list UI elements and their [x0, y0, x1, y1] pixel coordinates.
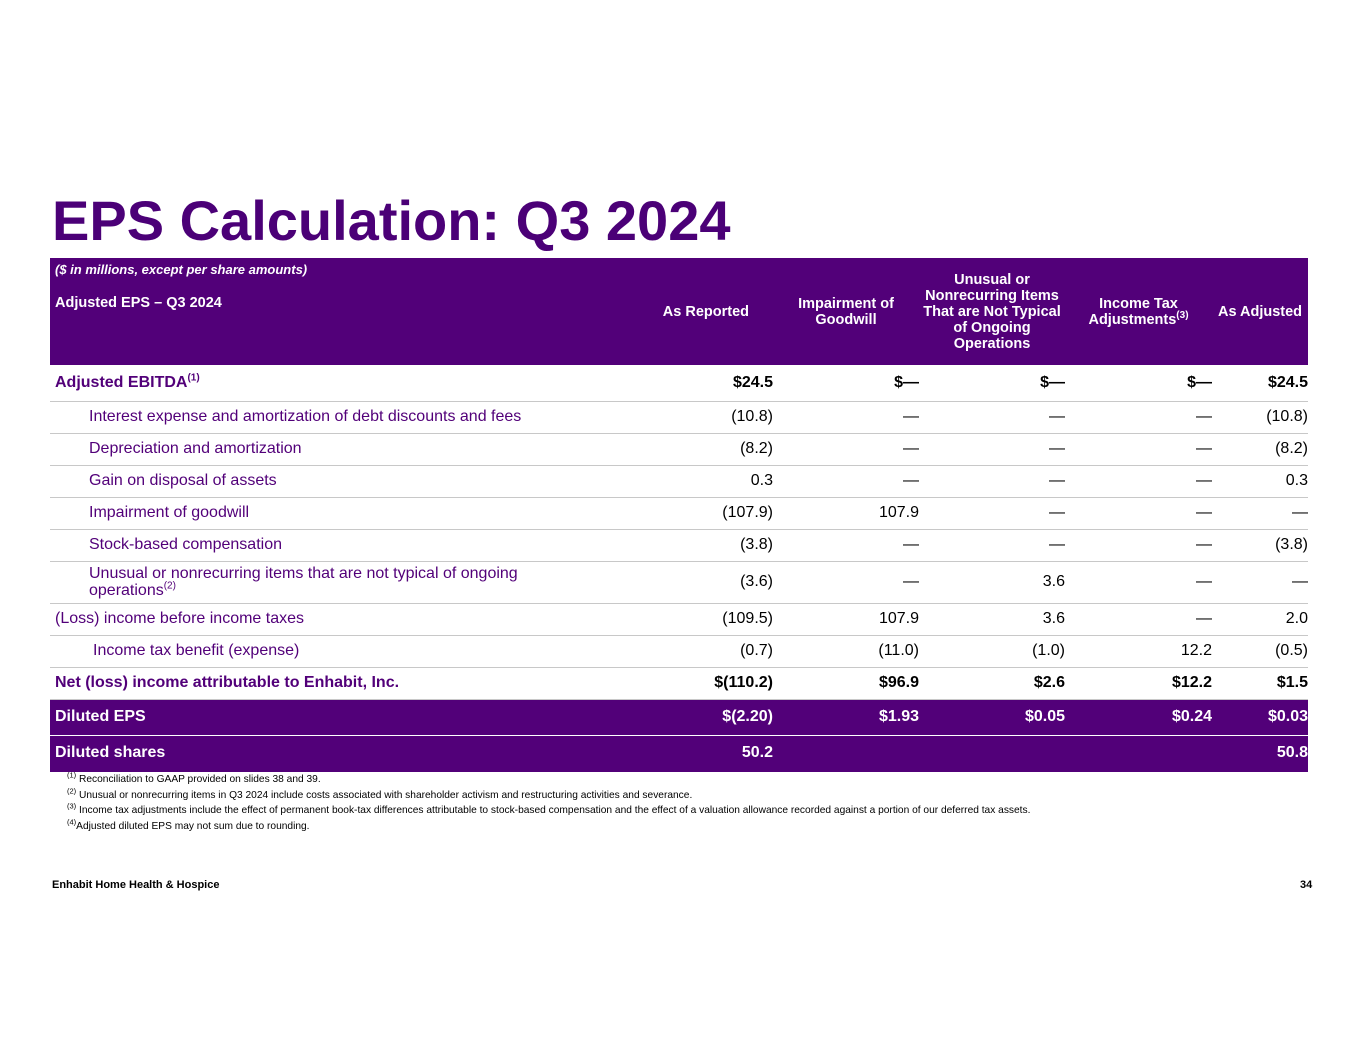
cell-unusual: 3.6 — [919, 561, 1065, 603]
col-header-as-adjusted: As Adjusted — [1212, 258, 1308, 365]
cell-impairment: — — [773, 401, 919, 433]
footnote — [67, 772, 1030, 788]
col-header-tax-sup: (3) — [1176, 309, 1189, 321]
cell-as-adjusted: (3.8) — [1212, 529, 1308, 561]
table-row — [50, 735, 1308, 771]
footnote-text: Income tax adjustments include the effect of permanent book-tax differences attributable to stock-based compensation and the effect of a valuation allowance recorded against a portion of our deferred tax assets. — [79, 805, 1031, 817]
cell-impairment: $1.93 — [773, 699, 919, 735]
table-row-header-label: Adjusted EPS – Q3 2024 — [55, 295, 222, 311]
cell-tax — [1065, 735, 1212, 771]
footnote — [67, 788, 1030, 804]
table-row — [50, 433, 1308, 465]
cell-unusual: $0.05 — [919, 699, 1065, 735]
cell-unusual: — — [919, 433, 1065, 465]
footnote-text: Reconciliation to GAAP provided on slides 38 and 39. — [79, 774, 321, 785]
cell-impairment — [773, 735, 919, 771]
cell-as-reported: (8.2) — [603, 433, 773, 465]
page-number: 34 — [1300, 879, 1313, 891]
table-row — [50, 465, 1308, 497]
cell-tax: — — [1065, 497, 1212, 529]
cell-impairment: $— — [773, 365, 919, 401]
cell-as-reported: (3.8) — [603, 529, 773, 561]
row-label: Diluted shares — [50, 735, 603, 771]
cell-tax: $12.2 — [1065, 667, 1212, 699]
footnotes — [67, 772, 1030, 835]
footnote-mark: (1) — [67, 770, 77, 780]
table-row — [50, 401, 1308, 433]
table-row — [50, 667, 1308, 699]
cell-impairment: — — [773, 433, 919, 465]
cell-unusual — [919, 735, 1065, 771]
cell-unusual: — — [919, 401, 1065, 433]
table-row — [50, 635, 1308, 667]
col-header-impairment: Impairment of Goodwill — [773, 258, 919, 365]
cell-impairment: (11.0) — [773, 635, 919, 667]
cell-tax: — — [1065, 603, 1212, 635]
cell-tax: $— — [1065, 365, 1212, 401]
row-label — [50, 365, 603, 401]
row-label: Impairment of goodwill — [50, 497, 603, 529]
cell-impairment: 107.9 — [773, 497, 919, 529]
row-label-text: Adjusted EBITDA — [55, 373, 188, 391]
cell-impairment: — — [773, 561, 919, 603]
cell-unusual: — — [919, 529, 1065, 561]
cell-as-adjusted: $0.03 — [1212, 699, 1308, 735]
row-label: Net (loss) income attributable to Enhabit, Inc. — [50, 667, 603, 699]
footnote — [67, 803, 1030, 819]
cell-unusual: — — [919, 465, 1065, 497]
cell-tax: — — [1065, 433, 1212, 465]
table-row — [50, 365, 1308, 401]
cell-as-adjusted: 0.3 — [1212, 465, 1308, 497]
col-header-unusual: Unusual or Nonrecurring Items That are Not Typical of Ongoing Operations — [919, 258, 1065, 365]
row-label-sup: (2) — [163, 580, 176, 592]
row-label: Income tax benefit (expense) — [50, 635, 603, 667]
cell-tax: — — [1065, 529, 1212, 561]
row-label: Stock-based compensation — [50, 529, 603, 561]
cell-impairment: 107.9 — [773, 603, 919, 635]
col-header-tax — [1065, 258, 1212, 365]
cell-as-adjusted: 50.8 — [1212, 735, 1308, 771]
cell-as-adjusted: (8.2) — [1212, 433, 1308, 465]
eps-table — [50, 258, 1308, 772]
footnote-text: Adjusted diluted EPS may not sum due to rounding. — [76, 821, 310, 833]
cell-as-adjusted: $1.5 — [1212, 667, 1308, 699]
cell-as-reported: (109.5) — [603, 603, 773, 635]
cell-impairment: — — [773, 465, 919, 497]
row-label: (Loss) income before income taxes — [50, 603, 603, 635]
cell-as-adjusted: (0.5) — [1212, 635, 1308, 667]
header-label-cell — [50, 258, 603, 365]
cell-unusual: $— — [919, 365, 1065, 401]
row-label — [50, 561, 603, 603]
cell-unusual: $2.6 — [919, 667, 1065, 699]
cell-as-adjusted: — — [1212, 561, 1308, 603]
cell-unusual: (1.0) — [919, 635, 1065, 667]
footnote-mark: (4) — [67, 817, 77, 827]
cell-tax: — — [1065, 561, 1212, 603]
col-header-as-reported: As Reported — [603, 258, 773, 365]
cell-as-reported: (10.8) — [603, 401, 773, 433]
cell-as-reported: (107.9) — [603, 497, 773, 529]
footnote-mark: (2) — [67, 786, 77, 796]
row-label: Depreciation and amortization — [50, 433, 603, 465]
cell-unusual: — — [919, 497, 1065, 529]
row-label: Interest expense and amortization of debt discounts and fees — [50, 401, 603, 433]
cell-tax: 12.2 — [1065, 635, 1212, 667]
cell-as-reported: 0.3 — [603, 465, 773, 497]
cell-tax: $0.24 — [1065, 699, 1212, 735]
cell-tax: — — [1065, 465, 1212, 497]
units-note: ($ in millions, except per share amounts) — [55, 262, 308, 277]
table-row — [50, 497, 1308, 529]
table-row — [50, 603, 1308, 635]
row-label: Diluted EPS — [50, 699, 603, 735]
row-label-text: Unusual or nonrecurring items that are not typical of ongoing operations — [89, 565, 518, 599]
footnote-text: Unusual or nonrecurring items in Q3 2024 include costs associated with shareholder activism and restructuring activities and severance. — [79, 789, 693, 801]
cell-as-reported: $(2.20) — [603, 699, 773, 735]
table-row — [50, 699, 1308, 735]
cell-as-adjusted: (10.8) — [1212, 401, 1308, 433]
cell-as-adjusted: 2.0 — [1212, 603, 1308, 635]
page-title: EPS Calculation: Q3 2024 — [52, 189, 731, 252]
cell-impairment: $96.9 — [773, 667, 919, 699]
cell-as-reported: (3.6) — [603, 561, 773, 603]
row-label-sup: (1) — [187, 372, 200, 384]
cell-as-reported: $(110.2) — [603, 667, 773, 699]
footnote — [67, 819, 1030, 835]
footnote-mark: (3) — [67, 802, 77, 812]
col-header-tax-label: Income Tax Adjustments — [1088, 295, 1178, 328]
table-row — [50, 561, 1308, 603]
footer-company: Enhabit Home Health & Hospice — [52, 879, 220, 891]
cell-unusual: 3.6 — [919, 603, 1065, 635]
cell-as-reported: 50.2 — [603, 735, 773, 771]
cell-impairment: — — [773, 529, 919, 561]
cell-as-adjusted: $24.5 — [1212, 365, 1308, 401]
table-row — [50, 529, 1308, 561]
cell-tax: — — [1065, 401, 1212, 433]
table-header-row — [50, 258, 1308, 365]
cell-as-reported: (0.7) — [603, 635, 773, 667]
cell-as-adjusted: — — [1212, 497, 1308, 529]
cell-as-reported: $24.5 — [603, 365, 773, 401]
row-label: Gain on disposal of assets — [50, 465, 603, 497]
